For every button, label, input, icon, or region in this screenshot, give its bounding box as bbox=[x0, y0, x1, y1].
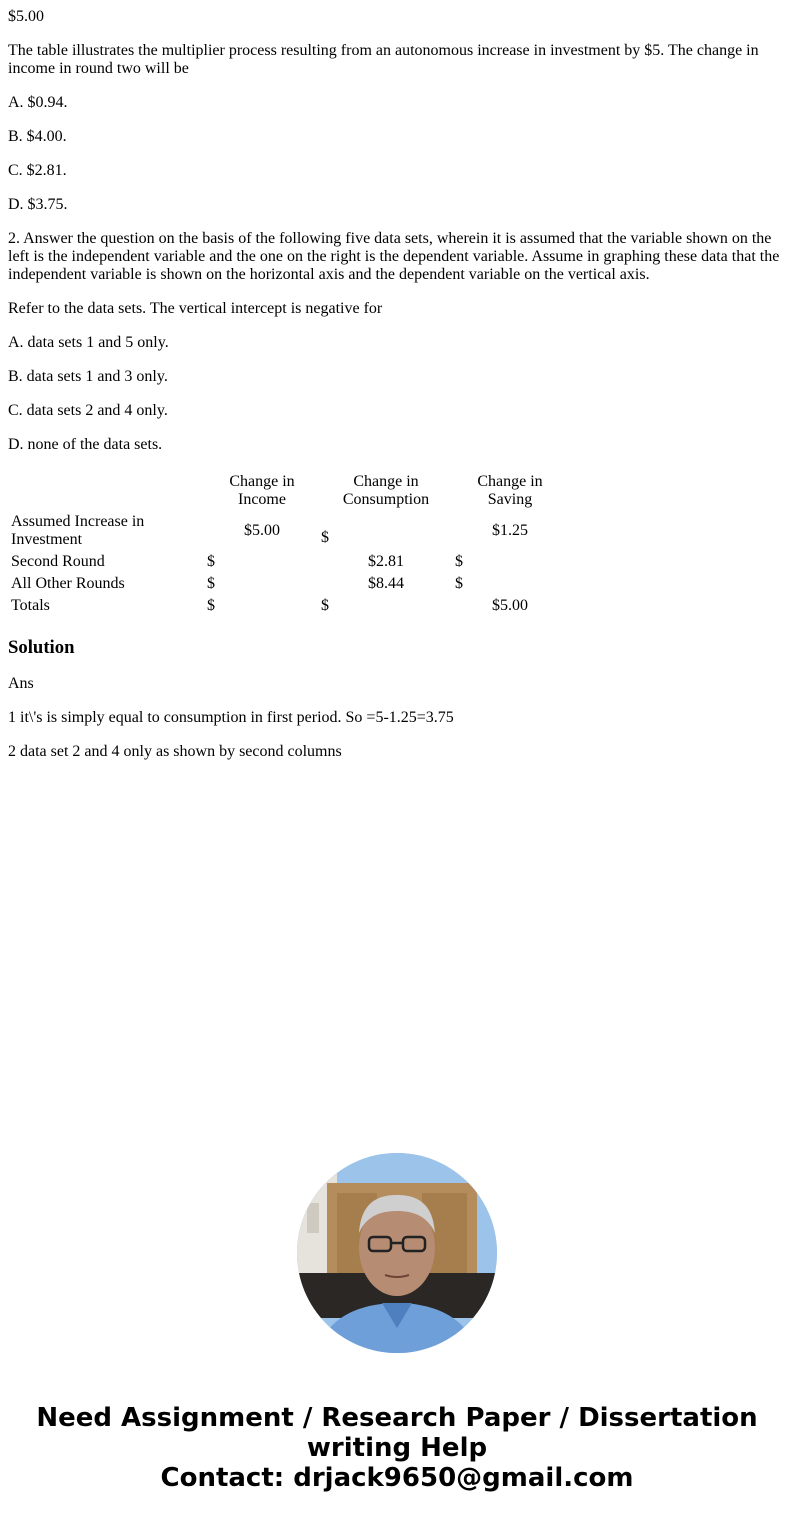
cell-income: $ bbox=[207, 575, 215, 592]
cell-income: $5.00 bbox=[244, 522, 280, 539]
question1-text: The table illustrates the multiplier process resulting from an autonomous increase in investment by $5. The change in income in round two will be bbox=[8, 42, 759, 77]
table-row bbox=[10, 512, 566, 550]
cell-saving: $ bbox=[455, 575, 463, 592]
solution-heading: Solution bbox=[8, 637, 75, 658]
author-photo-illustration bbox=[297, 1153, 497, 1353]
table-row bbox=[10, 596, 566, 616]
table-row bbox=[10, 552, 566, 572]
cell-consumption: $ bbox=[321, 528, 329, 546]
promo-section bbox=[0, 1153, 794, 1493]
row-label: Assumed Increase in Investment bbox=[11, 513, 145, 548]
document-body bbox=[8, 8, 786, 777]
row-label: All Other Rounds bbox=[11, 575, 125, 592]
question2-text: 2. Answer the question on the basis of the following five data sets, wherein it is assumed that the variable shown on the left is the independent variable and the one on the right is the dependent variable. Assume in graphing these data that the independent variable is shown on the horizontal axis and the dependent variable on the vertical axis. bbox=[8, 230, 780, 283]
question1-option-c: C. $2.81. bbox=[8, 162, 67, 179]
solution-line: Ans bbox=[8, 675, 34, 692]
table-header-saving: Change in Saving bbox=[477, 473, 543, 508]
cell-consumption: $2.81 bbox=[368, 553, 404, 570]
cell-income: $ bbox=[207, 553, 215, 570]
table-row bbox=[10, 574, 566, 594]
question1-option-d: D. $3.75. bbox=[8, 196, 68, 213]
cell-saving: $ bbox=[455, 553, 463, 570]
question2-option-a: A. data sets 1 and 5 only. bbox=[8, 334, 169, 351]
promo-banner bbox=[0, 1403, 794, 1493]
table-header-income: Change in Income bbox=[229, 473, 295, 508]
promo-line-1: Need Assignment / Research Paper / Dissertation bbox=[36, 1403, 758, 1433]
question2-option-b: B. data sets 1 and 3 only. bbox=[8, 368, 168, 385]
cell-income: $ bbox=[207, 597, 215, 614]
intro-value: $5.00 bbox=[8, 8, 44, 25]
question2-prompt: Refer to the data sets. The vertical intercept is negative for bbox=[8, 300, 383, 317]
table-header-consumption: Change in Consumption bbox=[342, 473, 430, 508]
cell-saving: $5.00 bbox=[492, 597, 528, 614]
solution-line: 2 data set 2 and 4 only as shown by second columns bbox=[8, 743, 342, 760]
multiplier-table bbox=[8, 470, 568, 618]
table-header-row bbox=[10, 472, 566, 510]
cell-saving: $1.25 bbox=[492, 522, 528, 539]
question1-option-a: A. $0.94. bbox=[8, 94, 68, 111]
cell-consumption: $ bbox=[321, 597, 329, 614]
cell-consumption: $8.44 bbox=[368, 575, 404, 592]
solution-line: 1 it\'s is simply equal to consumption in first period. So =5-1.25=3.75 bbox=[8, 709, 454, 726]
promo-contact[interactable]: Contact: drjack9650@gmail.com bbox=[160, 1463, 634, 1493]
author-avatar bbox=[297, 1153, 497, 1353]
question2-option-d: D. none of the data sets. bbox=[8, 436, 163, 453]
question2-option-c: C. data sets 2 and 4 only. bbox=[8, 402, 168, 419]
promo-line-2: writing Help bbox=[306, 1433, 488, 1463]
row-label: Totals bbox=[11, 597, 50, 614]
row-label: Second Round bbox=[11, 553, 105, 570]
question1-option-b: B. $4.00. bbox=[8, 128, 67, 145]
table-header-empty bbox=[10, 472, 204, 510]
